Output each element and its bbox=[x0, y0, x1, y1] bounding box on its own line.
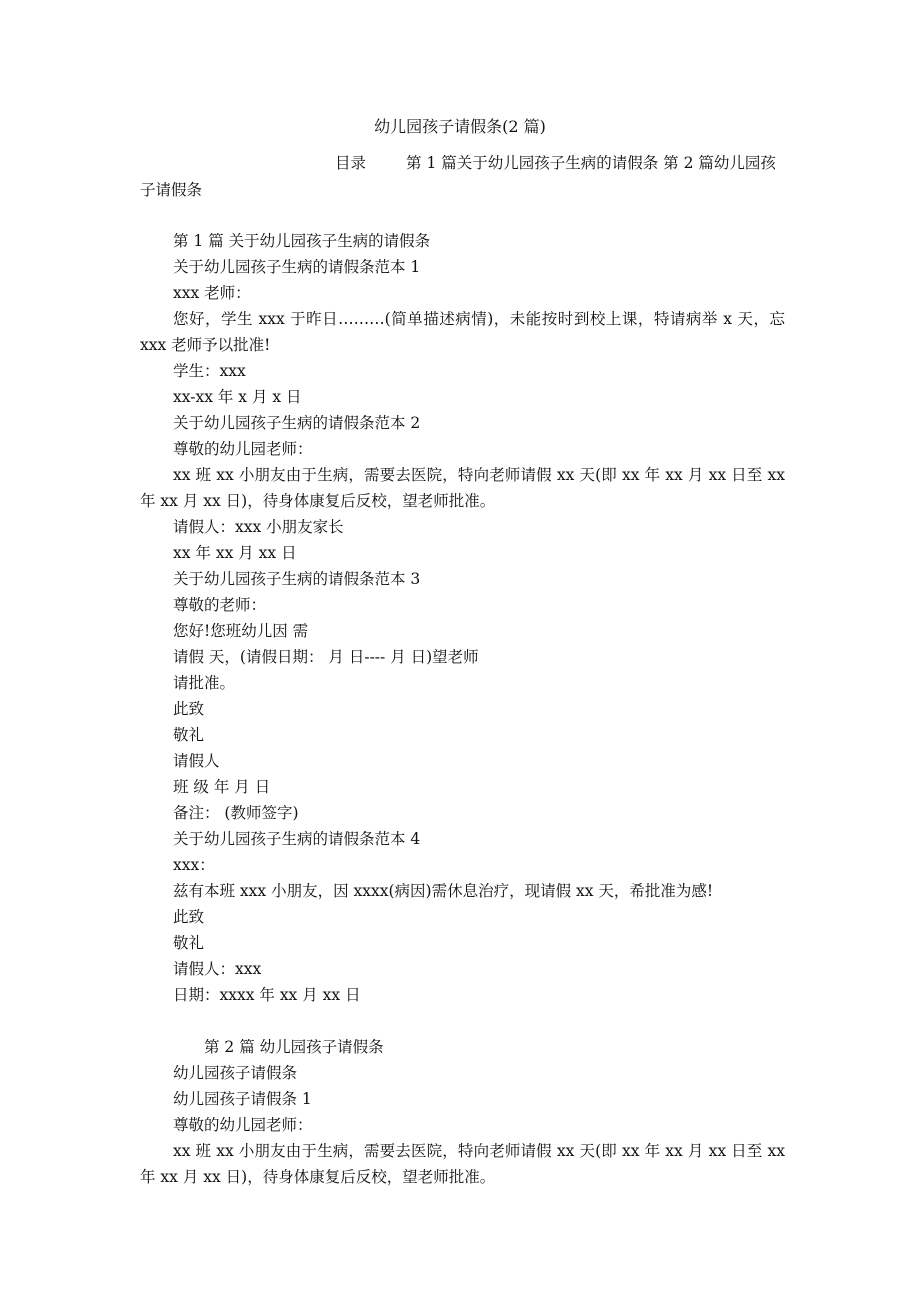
sample3-closing1: 此致 bbox=[173, 700, 205, 718]
sample3-closing2: 敬礼 bbox=[173, 726, 205, 744]
sample3-title: 关于幼儿园孩子生病的请假条范本 3 bbox=[173, 570, 421, 588]
sample1-signer: 学生：xxx bbox=[173, 362, 246, 380]
part2-heading: 第 2 篇 幼儿园孩子请假条 bbox=[204, 1038, 384, 1056]
part2-subtitle: 幼儿园孩子请假条 bbox=[173, 1064, 298, 1082]
sample3-signer: 请假人 bbox=[173, 752, 220, 770]
sample1-body: 您好，学生 xxx 于昨日………(简单描述病情)，未能按时到校上课，特请病举 x 天，忘 xxx 老师予以批准! bbox=[140, 310, 785, 354]
sample1-date: xx-xx 年 x 月 x 日 bbox=[173, 388, 302, 406]
document-body bbox=[140, 228, 785, 1190]
sample4-signer: 请假人：xxx bbox=[173, 960, 262, 978]
part2-greeting: 尊敬的幼儿园老师： bbox=[173, 1116, 313, 1134]
part1-heading: 第 1 篇 关于幼儿园孩子生病的请假条 bbox=[173, 232, 431, 250]
sample3-greeting: 尊敬的老师： bbox=[173, 596, 267, 614]
sample4-date: 日期：xxxx 年 xx 月 xx 日 bbox=[173, 986, 361, 1004]
sample2-greeting: 尊敬的幼儿园老师： bbox=[173, 440, 313, 458]
sample3-line2: 请假 天，(请假日期： 月 日---- 月 日)望老师 bbox=[173, 648, 479, 666]
sample1-title: 关于幼儿园孩子生病的请假条范本 1 bbox=[173, 258, 421, 276]
sample4-title: 关于幼儿园孩子生病的请假条范本 4 bbox=[173, 830, 421, 848]
toc-entries: 第 1 篇关于幼儿园孩子生病的请假条 第 2 篇幼儿园孩子请假条 bbox=[140, 154, 776, 199]
sample2-date: xx 年 xx 月 xx 日 bbox=[173, 544, 297, 562]
table-of-contents bbox=[140, 150, 785, 204]
sample2-signer: 请假人：xxx 小朋友家长 bbox=[173, 518, 344, 536]
sample2-body: xx 班 xx 小朋友由于生病，需要去医院，特向老师请假 xx 天(即 xx 年 xx 月 xx 日至 xx 年 xx 月 xx 日)，待身体康复后反校，望老师批准。 bbox=[140, 466, 785, 510]
sample3-class-date: 班 级 年 月 日 bbox=[173, 778, 271, 796]
document-title: 幼儿园孩子请假条(2 篇) bbox=[374, 117, 546, 136]
sample4-greeting: xxx： bbox=[173, 856, 215, 874]
sample4-closing2: 敬礼 bbox=[173, 934, 205, 952]
sample3-line3: 请批准。 bbox=[173, 674, 236, 692]
part2-sample1-title: 幼儿园孩子请假条 1 bbox=[173, 1090, 312, 1108]
sample2-title: 关于幼儿园孩子生病的请假条范本 2 bbox=[173, 414, 421, 432]
sample3-line1: 您好!您班幼儿因 需 bbox=[173, 622, 309, 640]
sample4-closing1: 此致 bbox=[173, 908, 205, 926]
sample1-greeting: xxx 老师： bbox=[173, 284, 251, 302]
part2-body: xx 班 xx 小朋友由于生病，需要去医院，特向老师请假 xx 天(即 xx 年 xx 月 xx 日至 xx 年 xx 月 xx 日)，待身体康复后反校，望老师批准。 bbox=[140, 1142, 785, 1186]
sample4-body: 兹有本班 xxx 小朋友，因 xxxx(病因)需休息治疗，现请假 xx 天，希批准为感! bbox=[173, 882, 714, 900]
toc-label: 目录 bbox=[335, 154, 367, 172]
section-spacer bbox=[140, 1008, 785, 1034]
sample3-note: 备注： (教师签字) bbox=[173, 804, 299, 822]
